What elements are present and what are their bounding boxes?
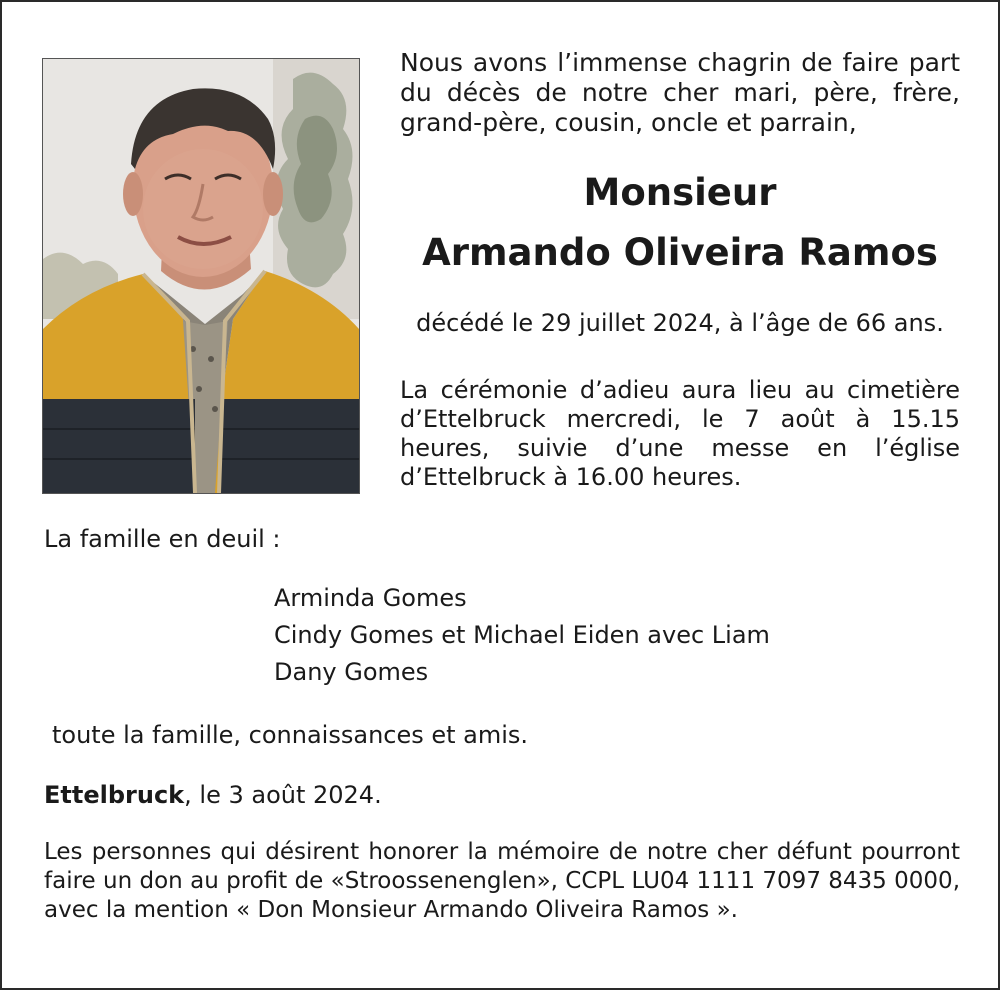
place-name: Ettelbruck xyxy=(44,781,185,809)
intro-text: Nous avons l’immense chagrin de faire part du décès de notre cher mari, père, frère, grand-père, cousin, oncle et parrain, xyxy=(400,48,960,137)
deceased-name: Armando Oliveira Ramos xyxy=(422,231,938,274)
honorific-title: Monsieur xyxy=(583,171,777,214)
ceremony-text: La cérémonie d’adieu aura lieu au cimetière d’Ettelbruck mercredi, le 7 août à 15.15 heures, suivie d’une messe en l’église d’Ettelbruck à 16.00 heures. xyxy=(400,376,960,491)
extended-family-text: toute la famille, connaissances et amis. xyxy=(52,721,529,749)
donation-text: Les personnes qui désirent honorer la mémoire de notre cher défunt pourront faire un don au profit de «Stroossenenglen», CCPL LU04 1111 7097 8435 0000, avec la mention « Don Monsieur Armando Oliveira Ramos ». xyxy=(44,839,960,923)
family-members-list xyxy=(274,580,770,691)
family-label: La famille en deuil : xyxy=(44,525,281,553)
place-date xyxy=(44,780,382,810)
family-member: Cindy Gomes et Michael Eiden avec Liam xyxy=(274,621,770,649)
date-text: , le 3 août 2024. xyxy=(184,781,382,809)
family-member: Dany Gomes xyxy=(274,658,429,686)
family-member: Arminda Gomes xyxy=(274,584,467,612)
portrait-photo xyxy=(42,58,360,494)
death-date-text: décédé le 29 juillet 2024, à l’âge de 66 ans. xyxy=(416,309,944,337)
